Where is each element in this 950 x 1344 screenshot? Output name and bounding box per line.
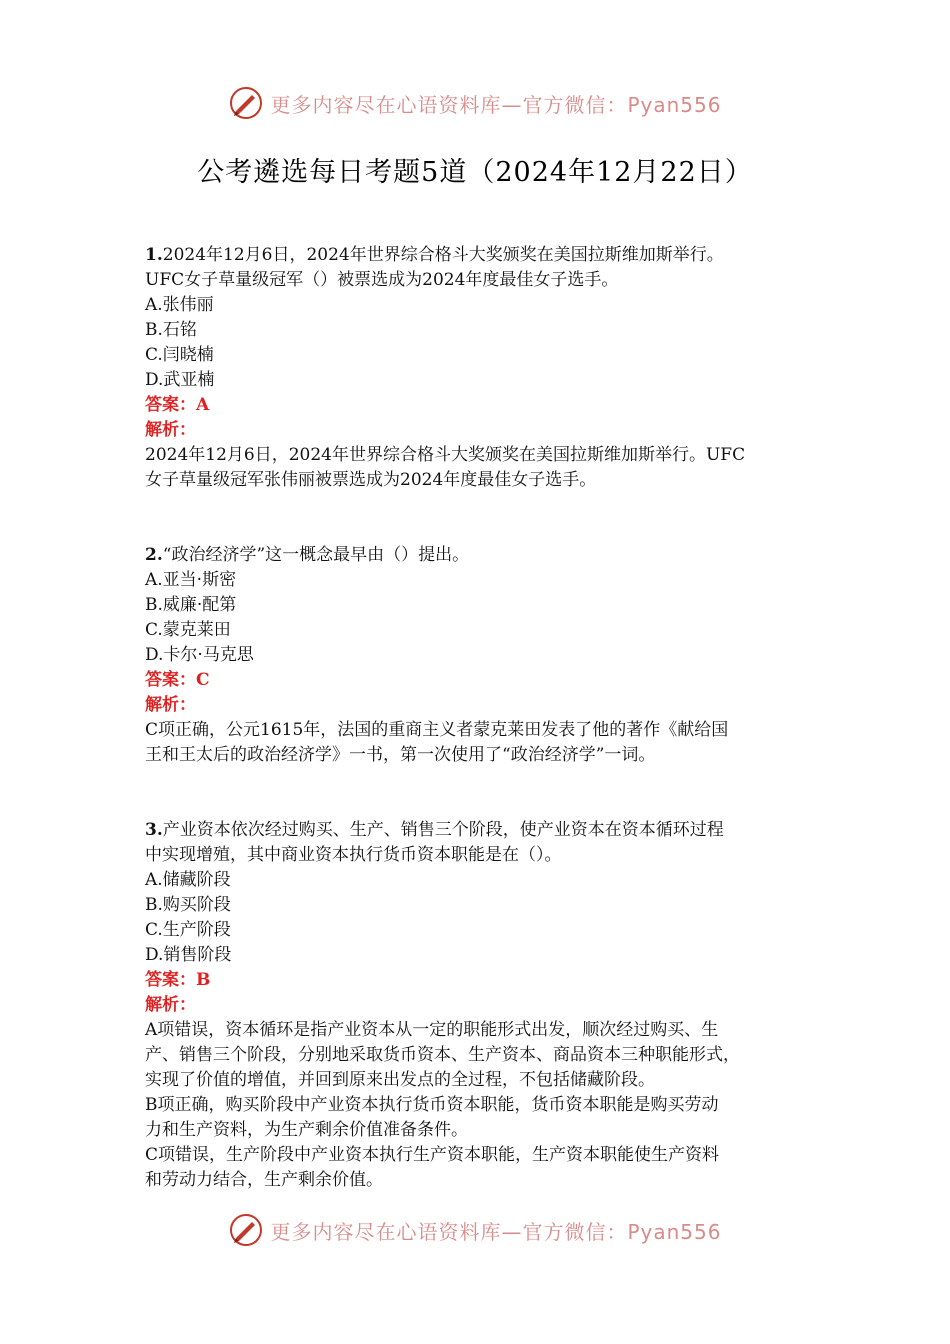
stem-line: “政治经济学”这一概念最早由（）提出。 xyxy=(162,545,470,565)
option-a: A.亚当·斯密 xyxy=(145,570,237,590)
analysis-line: 女子草量级冠军张伟丽被票选成为2024年度最佳女子选手。 xyxy=(145,470,597,490)
answer-line xyxy=(145,668,815,693)
question-number: 3. xyxy=(145,820,163,840)
option-a: A.张伟丽 xyxy=(145,295,214,315)
answer-label: 答案： xyxy=(145,670,196,690)
header-banner xyxy=(0,83,950,123)
stem-line: 产业资本依次经过购买、生产、销售三个阶段，使产业资本在资本循环过程 xyxy=(162,820,724,840)
answer-label: 答案： xyxy=(145,395,196,415)
answer-line xyxy=(145,393,815,418)
answer-value: C xyxy=(196,670,210,690)
analysis-line: C项错误，生产阶段中产业资本执行生产资本职能，生产资本职能使生产资料 xyxy=(145,1145,720,1165)
option-d: D.武亚楠 xyxy=(145,370,215,390)
banner-text: 更多内容尽在心语资料库—官方微信：Pyan556 xyxy=(270,1219,722,1244)
analysis-line: C项正确，公元1615年，法国的重商主义者蒙克莱田发表了他的著作《献给国 xyxy=(145,720,729,740)
analysis-label: 解析： xyxy=(145,995,196,1015)
question-stem xyxy=(145,543,815,568)
stem-line: UFC女子草量级冠军（）被票选成为2024年度最佳女子选手。 xyxy=(145,270,619,290)
question-2 xyxy=(145,543,815,768)
question-3 xyxy=(145,818,815,1193)
pen-logo-icon xyxy=(228,1212,264,1248)
analysis-line: 2024年12月6日，2024年世界综合格斗大奖颁奖在美国拉斯维加斯举行。UFC xyxy=(145,445,746,465)
question-stem xyxy=(145,818,815,843)
answer-line xyxy=(145,968,815,993)
question-number: 1. xyxy=(145,245,163,265)
analysis-line: 实现了价值的增值，并回到原来出发点的全过程，不包括储藏阶段。 xyxy=(145,1070,655,1090)
question-1 xyxy=(145,243,815,493)
option-b: B.购买阶段 xyxy=(145,895,231,915)
option-c: C.生产阶段 xyxy=(145,920,231,940)
analysis-line: 和劳动力结合，生产剩余价值。 xyxy=(145,1170,383,1190)
analysis-label: 解析： xyxy=(145,420,196,440)
analysis-line: 力和生产资料，为生产剩余价值准备条件。 xyxy=(145,1120,468,1140)
banner-text: 更多内容尽在心语资料库—官方微信：Pyan556 xyxy=(270,92,722,117)
question-number: 2. xyxy=(145,545,163,565)
answer-value: A xyxy=(196,395,210,415)
answer-label: 答案： xyxy=(145,970,196,990)
analysis-line: 产、销售三个阶段，分别地采取货币资本、生产资本、商品资本三种职能形式， xyxy=(145,1045,740,1065)
footer-banner xyxy=(0,1210,950,1250)
option-a: A.储藏阶段 xyxy=(145,870,231,890)
analysis-line: B项正确，购买阶段中产业资本执行货币资本职能，货币资本职能是购买劳动 xyxy=(145,1095,719,1115)
pen-logo-icon xyxy=(228,85,264,121)
stem-line: 中实现增殖，其中商业资本执行货币资本职能是在（）。 xyxy=(145,845,562,865)
option-b: B.石铭 xyxy=(145,320,197,340)
stem-line: 2024年12月6日，2024年世界综合格斗大奖颁奖在美国拉斯维加斯举行。 xyxy=(162,245,724,265)
analysis-line: A项错误，资本循环是指产业资本从一定的职能形式出发，顺次经过购买、生 xyxy=(145,1020,719,1040)
option-b: B.威廉·配第 xyxy=(145,595,237,615)
option-c: C.蒙克莱田 xyxy=(145,620,231,640)
option-d: D.销售阶段 xyxy=(145,945,232,965)
analysis-line: 王和王太后的政治经济学》一书，第一次使用了“政治经济学”一词。 xyxy=(145,745,656,765)
question-stem xyxy=(145,243,815,268)
answer-value: B xyxy=(196,970,211,990)
question-list xyxy=(145,243,815,1193)
page-title: 公考遴选每日考题5道（2024年12月22日） xyxy=(197,157,753,188)
option-d: D.卡尔·马克思 xyxy=(145,645,254,665)
analysis-label: 解析： xyxy=(145,695,196,715)
option-c: C.闫晓楠 xyxy=(145,345,214,365)
